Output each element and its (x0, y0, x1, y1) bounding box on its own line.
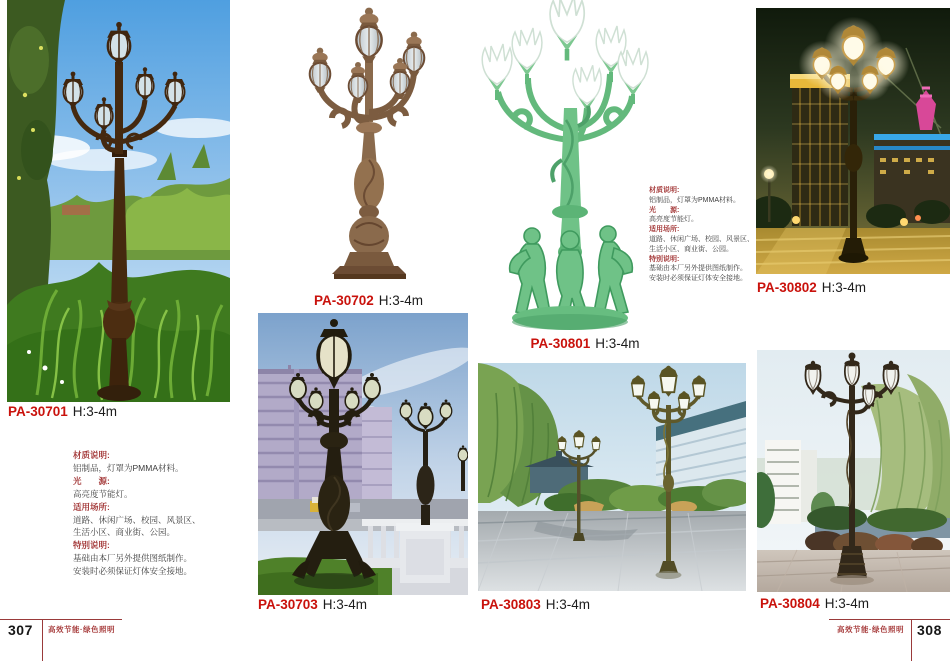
description-line: 安装时必须保证灯体安全接地。 (649, 275, 747, 283)
description-line: 安装时必须保证灯体安全接地。 (73, 566, 193, 577)
product-code: PA-30702 (313, 293, 374, 308)
footer-left-rule-vertical (42, 619, 43, 661)
product-label-pa-30702 (272, 294, 465, 308)
description-line: 铝制品，灯罩为PMMA材料。 (73, 462, 184, 473)
description-line: 高亮度节能灯。 (73, 488, 133, 499)
description-line: 适用场所: (649, 226, 680, 234)
description-line: 生活小区、商业街、公园。 (649, 245, 733, 253)
description-line: 光 源: (649, 206, 680, 214)
description-block-right (649, 186, 767, 284)
footer-right-rule-vertical (911, 619, 912, 661)
product-height: H:3-4m (545, 597, 591, 612)
product-photo-pa-30804 (757, 350, 950, 592)
description-line: 生活小区、商业街、公园。 (73, 527, 176, 538)
description-line: 高亮度节能灯。 (649, 216, 698, 224)
product-label-pa-30804 (760, 597, 869, 611)
product-photo-pa-30701 (7, 0, 230, 402)
product-label-pa-30801 (470, 337, 700, 351)
product-photo-pa-30702 (272, 0, 465, 290)
footer-right-rule-horizontal (829, 619, 950, 620)
description-line: 基础由本厂另外提供图纸制作。 (649, 265, 747, 273)
plaza-scene-graphic (478, 363, 746, 591)
description-line: 基础由本厂另外提供图纸制作。 (73, 553, 193, 564)
product-label-pa-30703 (258, 598, 367, 612)
bronze-lamp-graphic (272, 0, 465, 290)
product-label-pa-30802 (757, 281, 866, 295)
product-height: H:3-4m (595, 336, 640, 351)
product-photo-pa-30803 (478, 363, 746, 591)
product-photo-pa-30802 (756, 8, 950, 274)
description-line: 特别说明: (73, 540, 110, 551)
product-label-pa-30701 (8, 405, 117, 419)
description-line: 光 源: (73, 475, 110, 486)
description-line: 适用场所: (73, 501, 110, 512)
description-line: 道路、休闲广场、校园、风景区、 (649, 235, 754, 243)
footer-slogan-left: 高效节能·绿色照明 (48, 625, 115, 634)
product-code: PA-30703 (258, 597, 318, 612)
description-line: 道路、休闲广场、校园、风景区、 (73, 514, 201, 525)
product-code: PA-30801 (530, 336, 591, 351)
footer-left-rule-horizontal (0, 619, 122, 620)
night-street-scene-graphic (756, 8, 950, 274)
product-code: PA-30803 (481, 597, 541, 612)
product-code: PA-30701 (8, 404, 68, 419)
product-height: H:3-4m (322, 597, 368, 612)
garden-scene-graphic (7, 0, 230, 402)
page-number-left: 307 (8, 622, 33, 638)
product-code: PA-30804 (760, 596, 820, 611)
description-line: 特别说明: (649, 255, 680, 263)
page-number-right: 308 (917, 622, 942, 638)
product-label-pa-30803 (481, 598, 590, 612)
footer-slogan-right: 高效节能·绿色照明 (837, 625, 904, 634)
description-line: 材质说明: (649, 187, 680, 194)
bridge-scene-graphic (258, 313, 468, 595)
product-height: H:3-4m (72, 404, 118, 419)
product-photo-pa-30703 (258, 313, 468, 595)
product-code: PA-30802 (757, 280, 817, 295)
description-line: 铝制品，灯罩为PMMA材料。 (649, 196, 740, 204)
description-block-left (73, 449, 268, 578)
description-line: 材质说明: (73, 450, 110, 460)
product-height: H:3-4m (821, 280, 867, 295)
product-height: H:3-4m (824, 596, 870, 611)
willow-garden-scene-graphic (757, 350, 950, 592)
product-height: H:3-4m (378, 293, 424, 308)
